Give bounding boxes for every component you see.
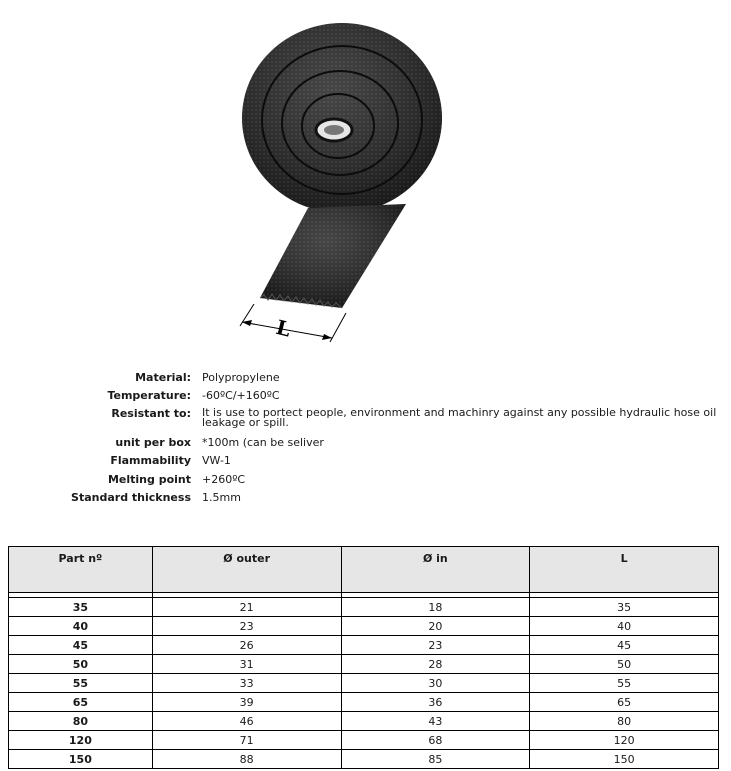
spec-value: Polypropylene [202,371,280,384]
spec-value: VW-1 [202,454,231,467]
cell-length: 35 [530,598,719,617]
cell-part-no: 55 [9,674,153,693]
cell-part-no: 120 [9,731,153,750]
spec-label: Material: [135,371,191,384]
table-row [9,598,719,617]
cell-outer: 33 [152,674,341,693]
spec-value: It is use to portect people, environment and machinry against any possible hydraulic hose oil leakage or spill. [202,406,717,429]
header-length: L [530,547,719,593]
cell-in: 43 [341,712,530,731]
table-header-row [9,547,719,593]
cell-part-no: 45 [9,636,153,655]
table-row [9,674,719,693]
cell-length: 45 [530,636,719,655]
spec-value: 1.5mm [202,491,241,504]
cell-part-no: 35 [9,598,153,617]
table-row [9,750,719,769]
header-outer-diameter: Ø outer [152,547,341,593]
cell-in: 85 [341,750,530,769]
spec-label: unit per box [115,436,191,449]
cell-outer: 71 [152,731,341,750]
cell-outer: 31 [152,655,341,674]
table-row [9,655,719,674]
header-part-no: Part nº [9,547,153,593]
cell-outer: 88 [152,750,341,769]
table-row [9,636,719,655]
cell-in: 36 [341,693,530,712]
cell-outer: 23 [152,617,341,636]
cell-part-no: 50 [9,655,153,674]
spec-value: +260ºC [202,473,246,486]
cell-length: 150 [530,750,719,769]
cell-part-no: 150 [9,750,153,769]
product-image [230,8,470,368]
table-row [9,693,719,712]
table-row [9,712,719,731]
dimension-label: L [273,314,294,342]
cell-outer: 21 [152,598,341,617]
cell-part-no: 80 [9,712,153,731]
cell-in: 28 [341,655,530,674]
cell-length: 50 [530,655,719,674]
cell-outer: 46 [152,712,341,731]
spec-label: Melting point [107,473,191,486]
parts-table [8,546,719,769]
cell-in: 18 [341,598,530,617]
spec-label: Resistant to: [111,407,191,420]
spec-label: Flammability [110,454,191,467]
cell-in: 30 [341,674,530,693]
cell-outer: 39 [152,693,341,712]
cell-in: 23 [341,636,530,655]
cell-in: 20 [341,617,530,636]
cell-length: 40 [530,617,719,636]
spec-value: *100m (can be seliver [202,436,324,449]
cell-in: 68 [341,731,530,750]
spec-value: -60ºC/+160ºC [202,389,280,402]
cell-length: 80 [530,712,719,731]
table-row [9,731,719,750]
cell-outer: 26 [152,636,341,655]
spec-label: Temperature: [107,389,191,402]
header-inner-diameter: Ø in [341,547,530,593]
table-row [9,617,719,636]
cell-part-no: 65 [9,693,153,712]
cell-length: 120 [530,731,719,750]
cell-part-no: 40 [9,617,153,636]
cell-length: 55 [530,674,719,693]
cell-length: 65 [530,693,719,712]
spec-label: Standard thickness [71,491,191,504]
